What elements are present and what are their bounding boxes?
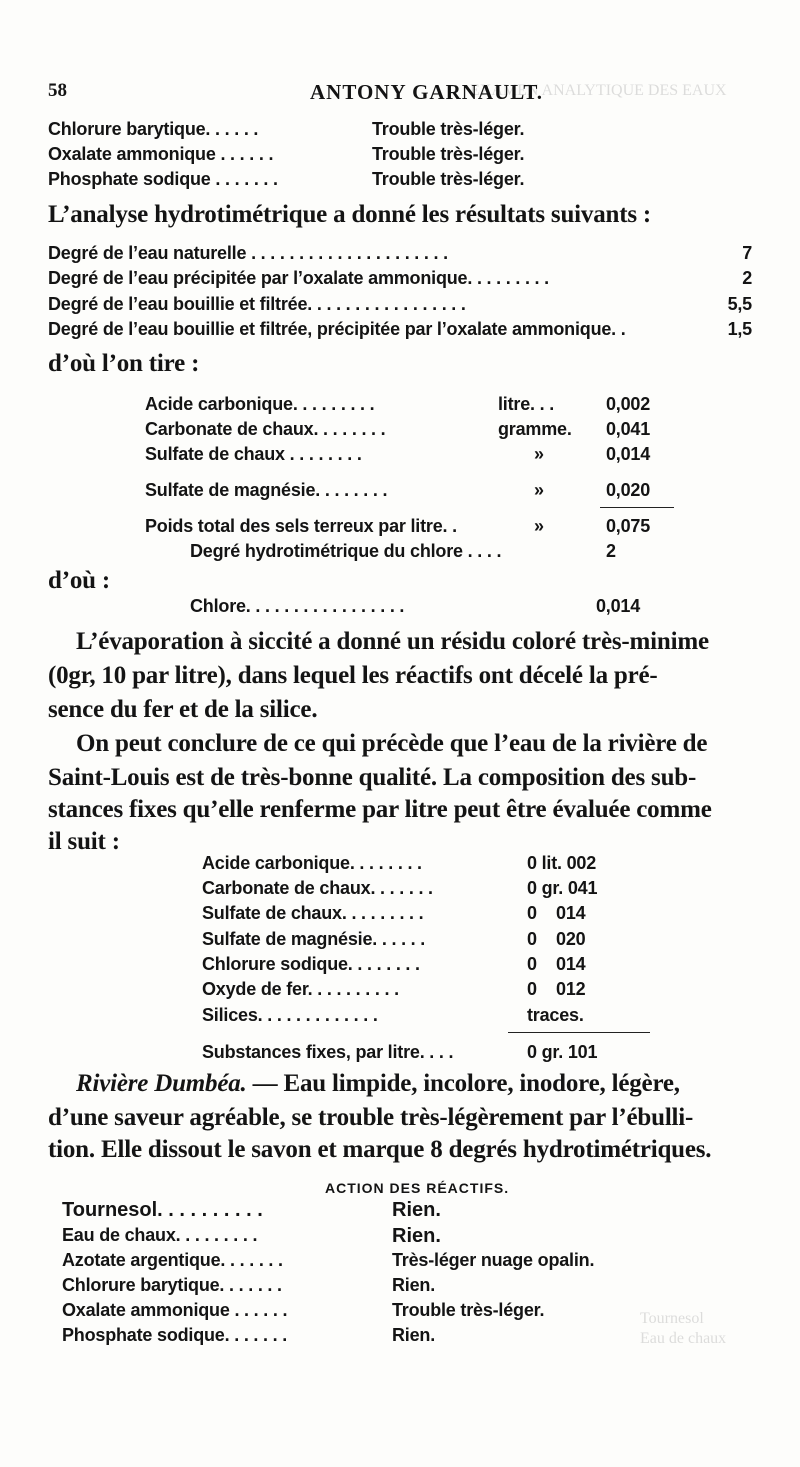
derived-value: 0,014 bbox=[606, 444, 651, 464]
degree-row: Degré de l’eau précipitée par l’oxalate ammonique. . . . . . . . . bbox=[48, 268, 549, 288]
page-number: 58 bbox=[48, 80, 67, 101]
paragraph-line: L’évaporation à siccité a donné un résidu coloré très-minime bbox=[76, 628, 709, 655]
composition-value: traces. bbox=[527, 1005, 584, 1025]
degree-value: 2 bbox=[742, 268, 752, 288]
paragraph-line: tion. Elle dissout le savon et marque 8 degrés hydrotimétriques. bbox=[48, 1136, 712, 1163]
reactif-row: Chlorure barytique. . . . . . . bbox=[62, 1275, 282, 1295]
derived-value: 0,020 bbox=[606, 480, 651, 500]
paragraph-line: stances fixes qu’elle renferme par litre peut être évaluée comme bbox=[48, 796, 712, 823]
bleed-through-text: EXAMEN ANALYTIQUE DES EAUX bbox=[470, 82, 727, 99]
composition-row: Sulfate de magnésie. . . . . . bbox=[202, 929, 426, 949]
composition-value: 0 020 bbox=[527, 929, 586, 949]
paragraph-line: — Eau limpide, incolore, inodore, légère, bbox=[246, 1070, 680, 1097]
derived-unit: » bbox=[534, 444, 544, 464]
section-heading: ACTION DES RÉACTIFS. bbox=[325, 1180, 510, 1196]
composition-value: 0 014 bbox=[527, 903, 586, 923]
reactif-row: Azotate argentique. . . . . . . bbox=[62, 1250, 283, 1270]
composition-row: Chlorure sodique. . . . . . . . bbox=[202, 954, 420, 974]
reactif-row: Oxalate ammonique . . . . . . bbox=[62, 1300, 288, 1320]
chlore-value: 0,014 bbox=[596, 596, 641, 616]
reactif-value: Trouble très-léger. bbox=[392, 1300, 545, 1320]
derived-row: Carbonate de chaux. . . . . . . . bbox=[145, 419, 386, 439]
sum-rule bbox=[600, 507, 674, 508]
chlore-degree-row: Degré hydrotimétrique du chlore . . . . bbox=[190, 541, 502, 561]
degree-row: Degré de l’eau naturelle . . . . . . . . . . . . . . . . . . . . . bbox=[48, 243, 448, 263]
running-title: ANTONY GARNAULT. bbox=[310, 80, 544, 104]
composition-value: 0 014 bbox=[527, 954, 586, 974]
reactif-row: Tournesol. . . . . . . . . . bbox=[62, 1199, 263, 1221]
derived-unit: gramme. bbox=[498, 419, 572, 439]
reactif-row: Phosphate sodique. . . . . . . bbox=[62, 1325, 288, 1345]
bleed-through-text: Eau de chaux bbox=[640, 1330, 727, 1347]
reactif-value: Rien. bbox=[392, 1225, 441, 1247]
reactif-row: Eau de chaux. . . . . . . . . bbox=[62, 1225, 258, 1245]
composition-row: Acide carbonique. . . . . . . . bbox=[202, 853, 422, 873]
derived-unit: » bbox=[534, 480, 544, 500]
dou-label: d’où l’on tire : bbox=[48, 350, 200, 377]
composition-row: Oxyde de fer. . . . . . . . . . bbox=[202, 979, 399, 999]
derived-value: 0,002 bbox=[606, 394, 651, 414]
dumbea-first-line bbox=[76, 1070, 680, 1098]
paragraph-line: (0gr, 10 par litre), dans lequel les réactifs ont décelé la pré- bbox=[48, 662, 658, 689]
top-table-row: Chlorure barytique. . . . . . bbox=[48, 119, 259, 139]
reactif-value: Très-léger nuage opalin. bbox=[392, 1250, 595, 1270]
total-row: Poids total des sels terreux par litre. . bbox=[145, 516, 457, 536]
degree-value: 7 bbox=[742, 243, 752, 263]
chlore-row: Chlore. . . . . . . . . . . . . . . . . bbox=[190, 596, 405, 616]
composition-row: Silices. . . . . . . . . . . . . bbox=[202, 1005, 378, 1025]
total-value: 0,075 bbox=[606, 516, 651, 536]
degree-row: Degré de l’eau bouillie et filtrée. . . . . . . . . . . . . . . . . bbox=[48, 294, 466, 314]
composition-row: Carbonate de chaux. . . . . . . bbox=[202, 878, 433, 898]
paragraph-line: sence du fer et de la silice. bbox=[48, 696, 318, 723]
substances-total-row: Substances fixes, par litre. . . . bbox=[202, 1042, 454, 1062]
composition-value: 0 lit. 002 bbox=[527, 853, 597, 873]
composition-row: Sulfate de chaux. . . . . . . . . bbox=[202, 903, 424, 923]
degree-value: 1,5 bbox=[727, 319, 752, 339]
derived-row: Acide carbonique. . . . . . . . . bbox=[145, 394, 375, 414]
substances-total-value: 0 gr. 101 bbox=[527, 1042, 598, 1062]
bleed-through-text: Tournesol bbox=[640, 1310, 704, 1327]
derived-row: Sulfate de magnésie. . . . . . . . bbox=[145, 480, 388, 500]
top-table-value: Trouble très-léger. bbox=[372, 144, 525, 164]
river-name: Rivière Dumbéa. bbox=[76, 1070, 247, 1097]
reactif-value: Rien. bbox=[392, 1199, 441, 1221]
degree-row: Degré de l’eau bouillie et filtrée, précipitée par l’oxalate ammonique. . bbox=[48, 319, 626, 339]
dou-label: d’où : bbox=[48, 567, 111, 594]
derived-unit: litre. . . bbox=[498, 394, 555, 414]
top-table-row: Oxalate ammonique . . . . . . bbox=[48, 144, 274, 164]
sum-rule bbox=[508, 1032, 650, 1033]
composition-value: 0 012 bbox=[527, 979, 586, 999]
paragraph-line: Saint-Louis est de très-bonne qualité. La composition des sub- bbox=[48, 764, 697, 791]
top-table-value: Trouble très-léger. bbox=[372, 119, 525, 139]
hydro-intro: L’analyse hydrotimétrique a donné les résultats suivants : bbox=[48, 201, 652, 228]
top-table-value: Trouble très-léger. bbox=[372, 169, 525, 189]
derived-row: Sulfate de chaux . . . . . . . . bbox=[145, 444, 362, 464]
paragraph-line: On peut conclure de ce qui précède que l’eau de la rivière de bbox=[76, 730, 708, 757]
total-unit: » bbox=[534, 516, 544, 536]
reactif-value: Rien. bbox=[392, 1275, 436, 1295]
composition-value: 0 gr. 041 bbox=[527, 878, 598, 898]
chlore-degree-value: 2 bbox=[606, 541, 616, 561]
derived-value: 0,041 bbox=[606, 419, 651, 439]
paragraph-line: il suit : bbox=[48, 828, 120, 855]
degree-value: 5,5 bbox=[727, 294, 752, 314]
paragraph-line: d’une saveur agréable, se trouble très-légèrement par l’ébulli- bbox=[48, 1104, 694, 1131]
top-table-row: Phosphate sodique . . . . . . . bbox=[48, 169, 278, 189]
reactif-value: Rien. bbox=[392, 1325, 436, 1345]
